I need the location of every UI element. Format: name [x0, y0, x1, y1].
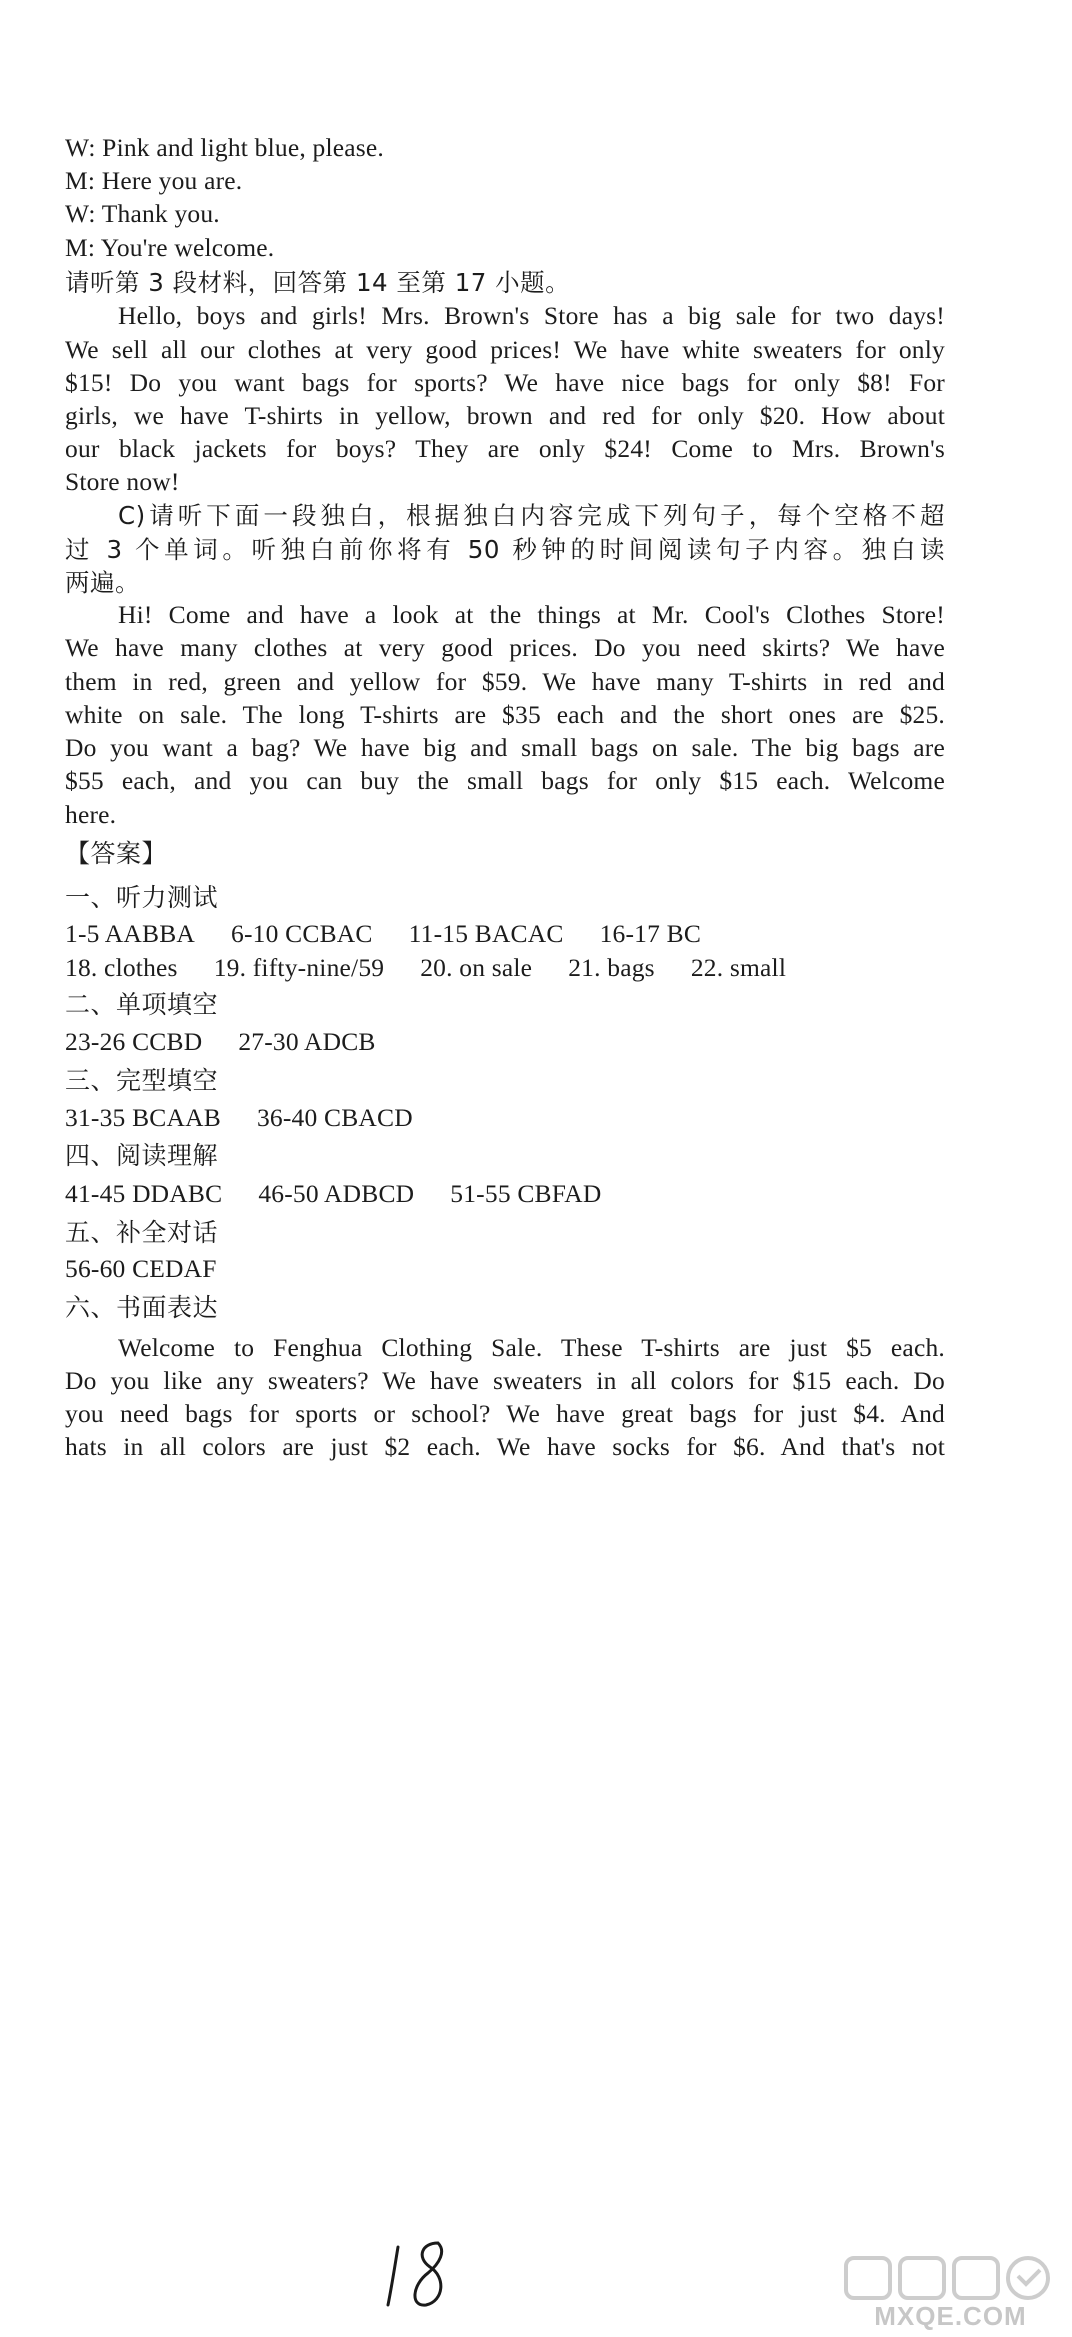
answer-line	[65, 1176, 945, 1212]
page-number-text: 18	[380, 2222, 396, 2239]
answer-group: 16-17 BC	[599, 919, 702, 948]
watermark-text: MXQE.COM	[874, 2301, 1027, 2331]
section-title: 二、单项填空	[65, 990, 219, 1019]
section-title: 四、阅读理解	[65, 1141, 219, 1170]
writing-line: Do you like any sweaters? We have sweaters in all colors for $15 each. Do	[65, 1366, 945, 1395]
answer-line	[65, 1024, 945, 1060]
answer-group: 31-35 BCAAB	[65, 1103, 221, 1132]
answer-group: 6-10 CCBAC	[231, 919, 373, 948]
passage1-line: Store now!	[65, 467, 180, 496]
passage2-line: Do you want a bag? We have big and small bags on sale. The big bags are	[65, 733, 945, 762]
passage1-line: girls, we have T-shirts in yellow, brown and red for only $20. How about	[65, 401, 945, 430]
passage1-line: $15! Do you want bags for sports? We have nice bags for only $8! For	[65, 368, 945, 397]
answer-site-logo-icon	[838, 2252, 1063, 2304]
answer-header: 【答案】	[65, 839, 168, 868]
passage2-line: white on sale. The long T-shirts are $35 each and the short ones are $25.	[65, 700, 945, 729]
answer-line	[65, 1100, 945, 1136]
answer-group: 19. fifty-nine/59	[213, 953, 385, 982]
answer-line	[65, 950, 945, 986]
page-number	[380, 2222, 460, 2315]
partc-instruction-line: 两遍。	[65, 568, 140, 597]
writing-line: you need bags for sports or school? We have great bags for just $4. And	[65, 1399, 945, 1428]
writing-line: Welcome to Fenghua Clothing Sale. These T-shirts are just $5 each.	[118, 1333, 945, 1362]
watermark	[838, 2252, 1063, 2332]
writing-line: hats in all colors are just $2 each. We have socks for $6. And that's not	[65, 1432, 945, 1461]
partc-instruction-line: 过 3 个单词。听独白前你将有 50 秒钟的时间阅读句子内容。独白读	[65, 535, 945, 564]
answer-group: 21. bags	[568, 953, 655, 982]
answer-group: 18. clothes	[65, 953, 178, 982]
answer-line	[65, 1251, 945, 1287]
dialogue-line: W: Pink and light blue, please.	[65, 133, 384, 162]
answer-group: 36-40 CBACD	[256, 1103, 413, 1132]
dialogue-line: W: Thank you.	[65, 199, 220, 228]
answer-group: 20. on sale	[420, 953, 533, 982]
passage2-line: here.	[65, 800, 117, 829]
passage2-line: $55 each, and you can buy the small bags for only $15 each. Welcome	[65, 766, 945, 795]
dialogue-line: M: You're welcome.	[65, 233, 275, 262]
section3-instruction: 请听第 3 段材料，回答第 14 至第 17 小题。	[65, 268, 571, 297]
answer-group: 23-26 CCBD	[65, 1027, 203, 1056]
answer-group: 46-50 ADBCD	[258, 1179, 415, 1208]
section-title: 五、补全对话	[65, 1218, 219, 1247]
dialogue-line: M: Here you are.	[65, 166, 243, 195]
section-title: 三、完型填空	[65, 1066, 219, 1095]
passage1-line: Hello, boys and girls! Mrs. Brown's Store has a big sale for two days!	[118, 301, 945, 330]
answer-group: 56-60 CEDAF	[65, 1254, 217, 1283]
answer-group: 51-55 CBFAD	[450, 1179, 602, 1208]
answer-group: 11-15 BACAC	[408, 919, 564, 948]
answer-group: 27-30 ADCB	[238, 1027, 376, 1056]
answer-line	[65, 916, 945, 952]
partc-instruction-line: C)请听下面一段独白，根据独白内容完成下列句子，每个空格不超	[118, 501, 945, 530]
section-title: 六、书面表达	[65, 1293, 219, 1322]
passage2-line: Hi! Come and have a look at the things at Mr. Cool's Clothes Store!	[118, 600, 945, 629]
passage2-line: them in red, green and yellow for $59. We have many T-shirts in red and	[65, 667, 945, 696]
passage1-line: We sell all our clothes at very good prices! We have white sweaters for only	[65, 335, 945, 364]
answer-group: 22. small	[690, 953, 787, 982]
answer-group: 41-45 DDABC	[65, 1179, 223, 1208]
passage1-line: our black jackets for boys? They are only $24! Come to Mrs. Brown's	[65, 434, 945, 463]
section-title: 一、听力测试	[65, 883, 219, 912]
answer-group: 1-5 AABBA	[65, 919, 196, 948]
passage2-line: We have many clothes at very good prices. Do you need skirts? We have	[65, 633, 945, 662]
